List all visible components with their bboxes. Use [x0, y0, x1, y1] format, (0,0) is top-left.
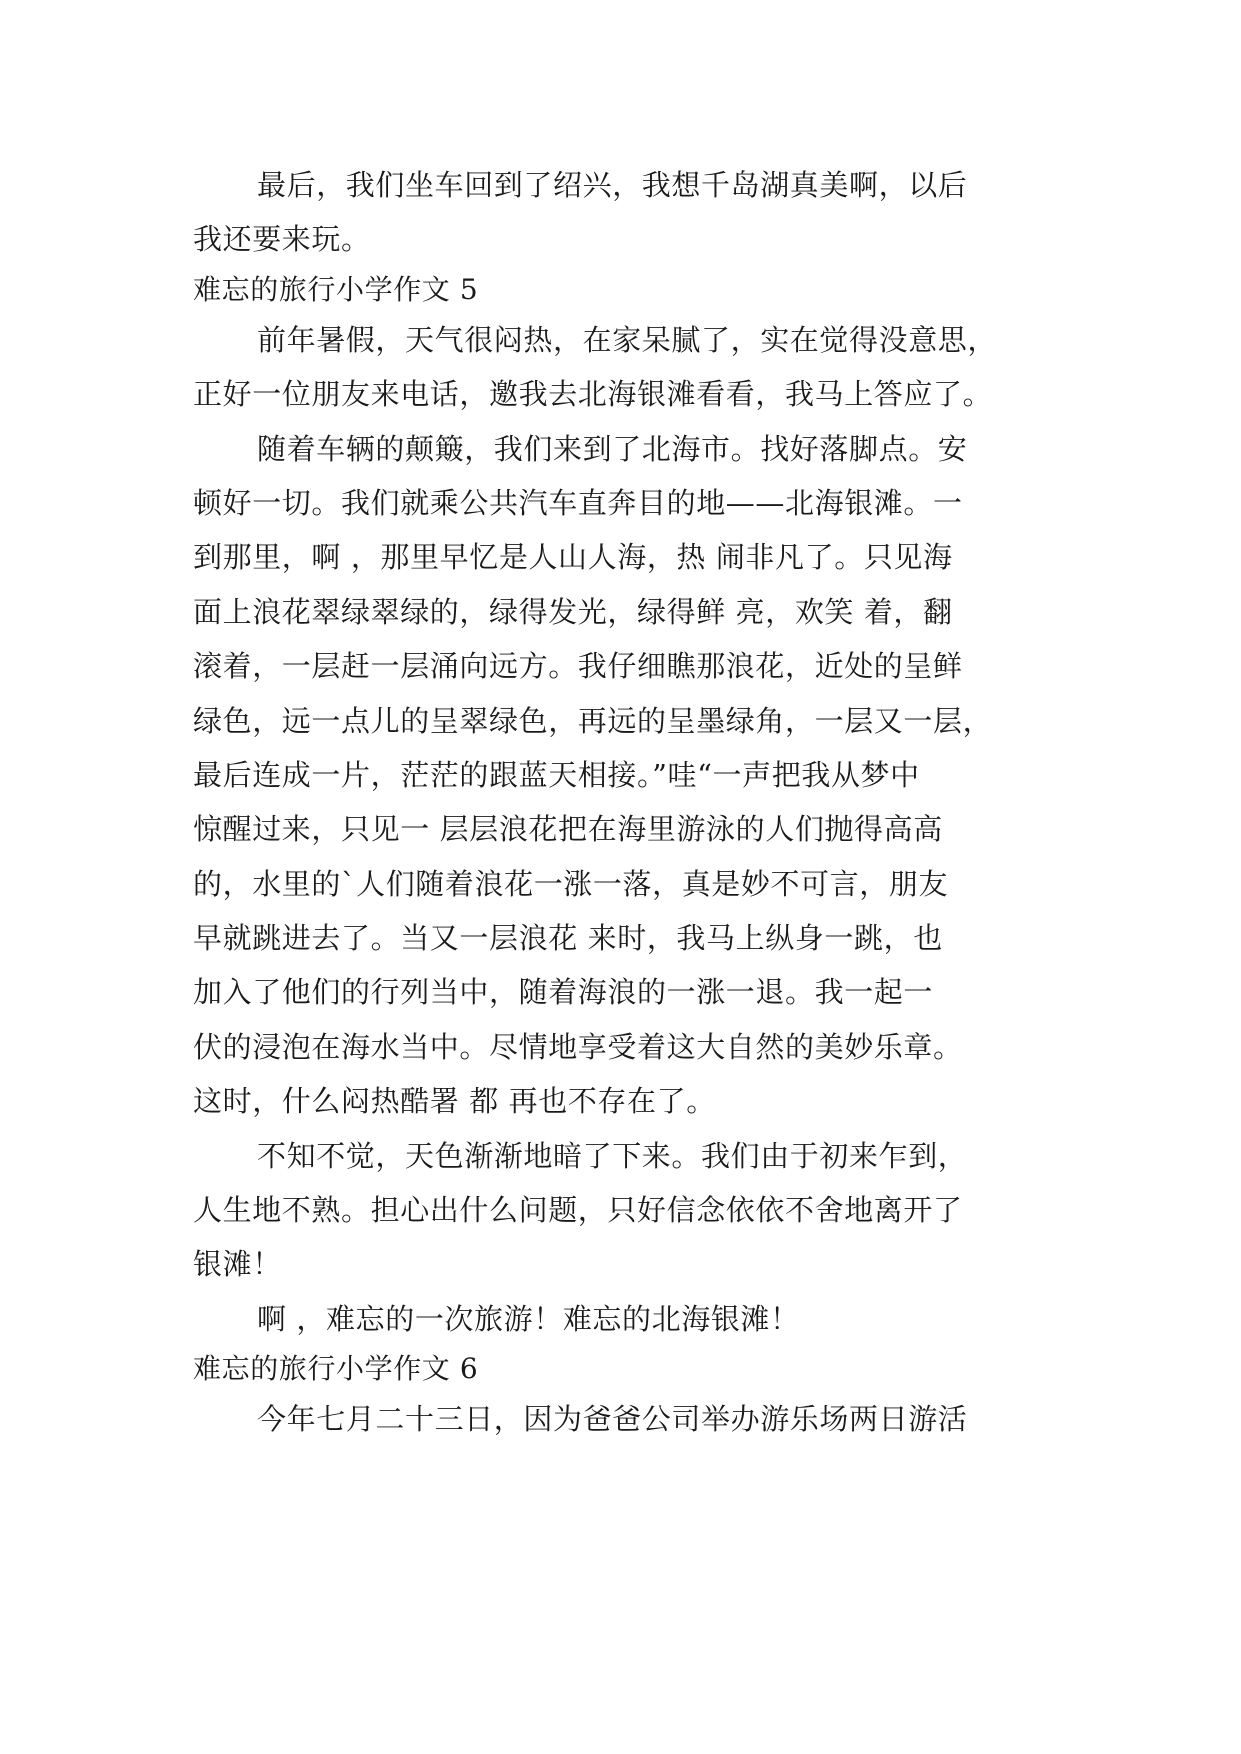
paragraph-line: 的，水里的`人们随着浪花一涨一落，真是妙不可言，朋友 [193, 866, 949, 901]
paragraph-line: 人生地不熟。担心出什么问题，只好信念依依不舍地离开了 [193, 1193, 963, 1228]
paragraph-line: 绿色，远一点儿的呈翠绿色，再远的呈墨绿角，一层又一层， [193, 703, 993, 738]
paragraph-line: 早就跳进去了。当又一层浪花 来时，我马上纵身一跳，也 [193, 921, 943, 956]
paragraph-line: 伏的浸泡在海水当中。尽情地享受着这大自然的美妙乐章。 [193, 1029, 963, 1064]
paragraph-line: 这时，什么闷热酷署 都 再也不存在了。 [193, 1084, 716, 1119]
paragraph-line: 面上浪花翠绿翠绿的，绿得发光，绿得鲜 亮，欢笑 着，翻 [193, 594, 953, 629]
paragraph-line: 最后，我们坐车回到了绍兴，我想千岛湖真美啊，以后 [257, 168, 968, 202]
paragraph-line: 前年暑假，天气很闷热，在家呆腻了，实在觉得没意思， [257, 322, 998, 357]
section-heading: 难忘的旅行小学作文 5 [193, 272, 479, 306]
paragraph-line: 不知不觉，天色渐渐地暗了下来。我们由于初来乍到， [257, 1138, 968, 1173]
paragraph-line: 今年七月二十三日，因为爸爸公司举办游乐场两日游活 [257, 1402, 968, 1437]
paragraph-line: 银滩！ [193, 1247, 282, 1282]
paragraph-line: 最后连成一片，茫茫的跟蓝天相接。”哇“一声把我从梦中 [193, 757, 920, 792]
paragraph-line: 滚着，一层赶一层涌向远方。我仔细瞧那浪花，近处的呈鲜 [193, 649, 963, 684]
paragraph-line: 我还要来玩。 [193, 222, 371, 257]
section-heading: 难忘的旅行小学作文 6 [193, 1352, 479, 1386]
paragraph-line: 啊 ，难忘的一次旅游！难忘的北海银滩！ [257, 1301, 800, 1336]
article-body [193, 158, 1053, 1447]
paragraph-line: 随着车辆的颠簸，我们来到了北海市。找好落脚点。安 [257, 431, 968, 466]
paragraph-line: 正好一位朋友来电话，邀我去北海银滩看看，我马上答应了。 [193, 377, 993, 412]
paragraph-line: 到那里，啊 ，那里早忆是人山人海，热 闹非凡了。只见海 [193, 540, 953, 575]
paragraph-line: 加入了他们的行列当中，随着海浪的一涨一退。我一起一 [193, 975, 934, 1010]
paragraph-line: 惊醒过来，只见一 层层浪花把在海里游泳的人们抛得高高 [193, 812, 943, 847]
paragraph-line: 顿好一切。我们就乘公共汽车直奔目的地——北海银滩。一 [193, 485, 963, 520]
